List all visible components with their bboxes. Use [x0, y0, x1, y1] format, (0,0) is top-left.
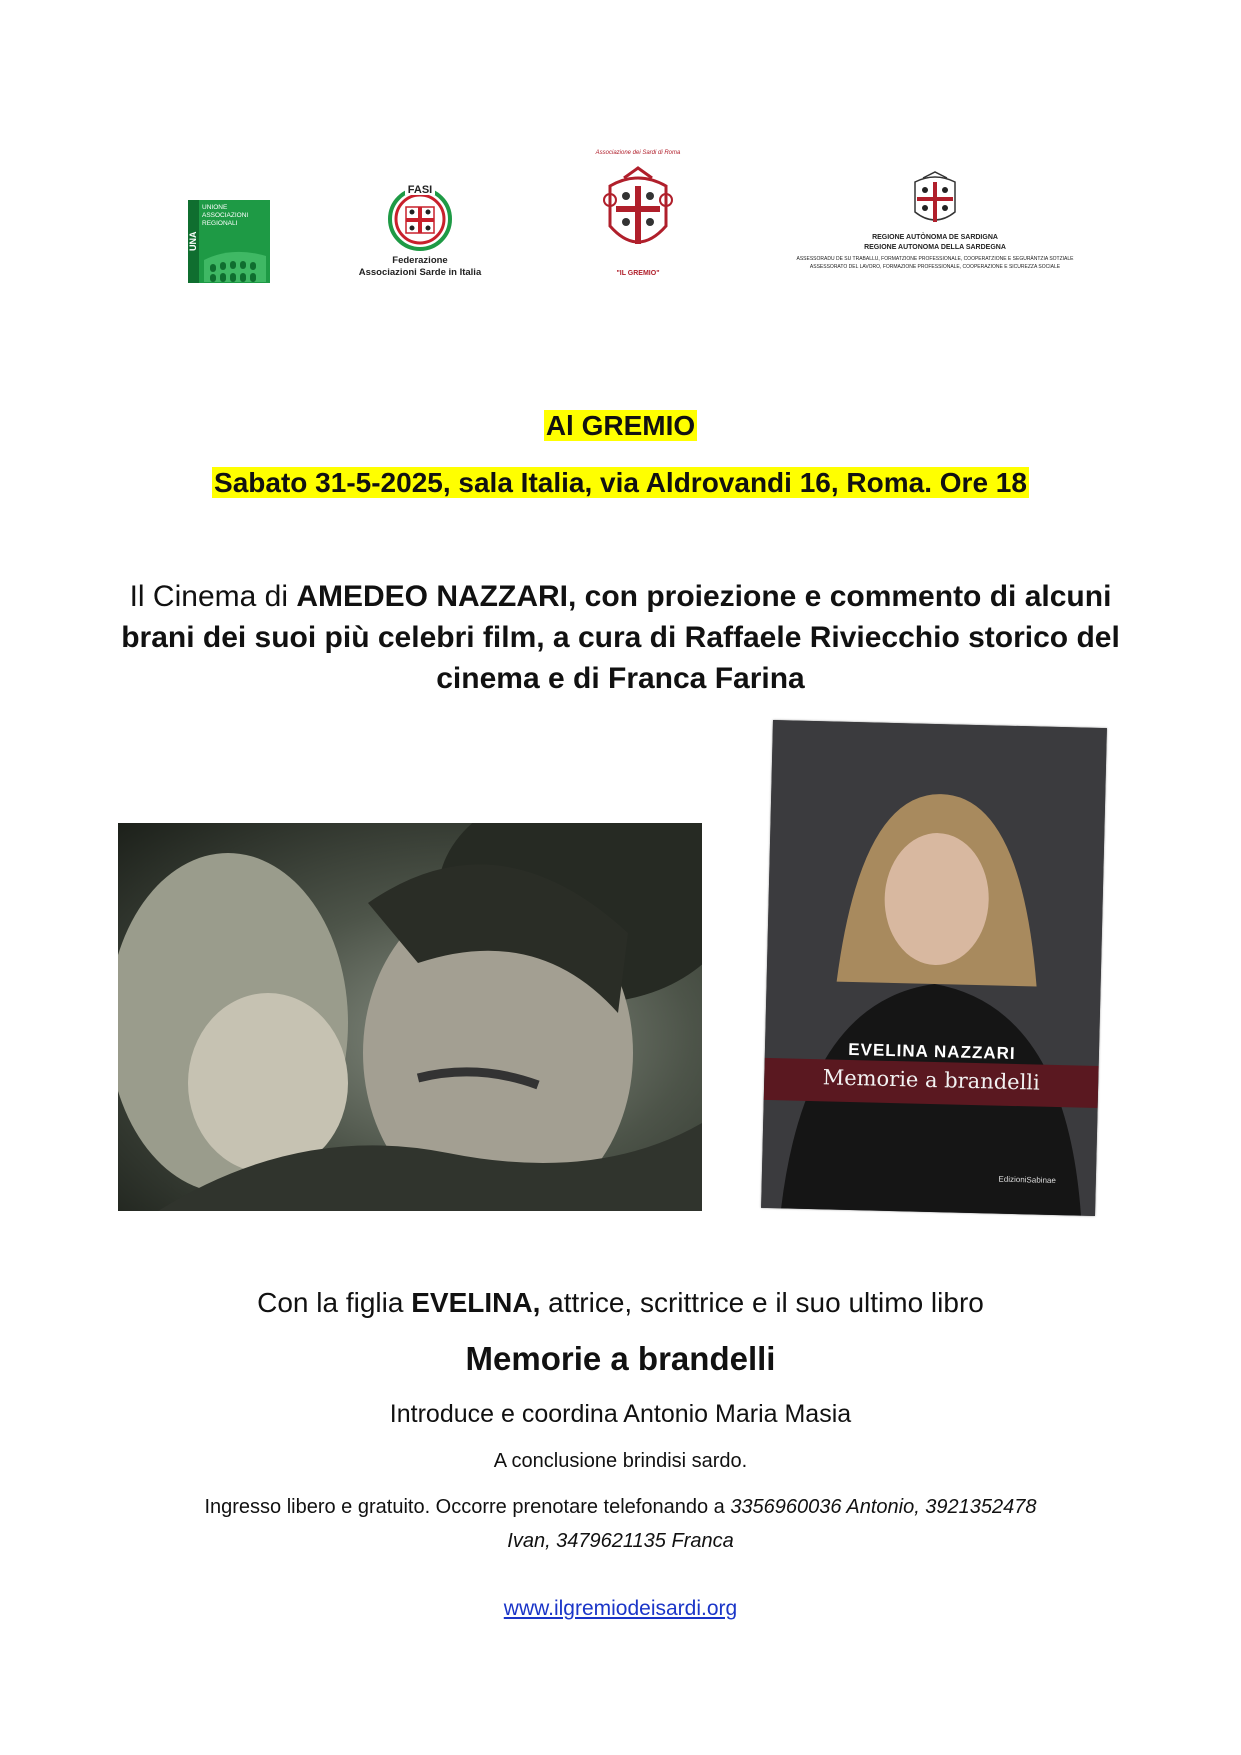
venue-label: Al GREMIO: [545, 410, 696, 441]
father-daughter-photo: [118, 823, 702, 1211]
fasi-caption-2: Associazioni Sarde in Italia: [358, 267, 482, 278]
ras-logo: [780, 170, 1090, 280]
fasi-logo: [355, 181, 485, 281]
date-line: Sabato 31-5-2025, sala Italia, via Aldrovandi 16, Roma. Ore 18: [214, 467, 1027, 498]
moderator-line: Introduce e coordina Antonio Maria Masia: [389, 1400, 852, 1428]
fasi-caption-1: Federazione: [392, 255, 448, 266]
ras-title-sardinian: REGIONE AUTÒNOMA DE SARDIGNA: [872, 234, 998, 241]
actor-photo: [118, 823, 702, 1211]
book-publisher: EdizioniSabinae: [998, 1174, 1056, 1186]
gremio-crest-icon: [596, 150, 680, 268]
fasi-acronym: FASI: [407, 184, 433, 196]
una-logo: [188, 200, 270, 283]
guest-line: Con la figlia EVELINA, attrice, scrittrice e il suo ultimo libro: [257, 1287, 984, 1318]
gremio-arc-text: Associazione dei Sardi di Roma: [595, 150, 681, 156]
date-heading: [0, 467, 1241, 499]
una-side-text: UNA: [188, 200, 199, 283]
venue-heading: [0, 410, 1241, 442]
book-title: Memorie a brandelli: [465, 1340, 776, 1377]
ras-title-italian: REGIONE AUTONOMA DELLA SARDEGNA: [864, 244, 1006, 251]
book-cover-title: Memorie a brandelli: [822, 1065, 1041, 1095]
book-author: EVELINA NAZZARI: [848, 1039, 1016, 1064]
sardinia-crest-icon: [780, 170, 1090, 232]
booking-contacts-1: 3356960036 Antonio, 3921352478: [730, 1496, 1037, 1518]
una-logo-text: UNIONE ASSOCIAZIONI REGIONALI: [202, 204, 249, 227]
closing-line: A conclusione brindisi sardo.: [493, 1450, 748, 1472]
booking-info: Ingresso libero e gratuito. Occorre prenotare telefonando a 3356960036 Antonio, 3921352478 Ivan, 3479621135 Franca: [204, 1496, 1037, 1552]
website-link[interactable]: www.ilgremiodeisardi.org: [503, 1597, 738, 1620]
gremio-logo: [596, 150, 680, 285]
gremio-caption: "IL GREMIO": [616, 270, 660, 277]
author-portrait: [761, 720, 1107, 1216]
website-row: [0, 1597, 1241, 1621]
ras-subtitle-sardinian: ASSESSORADU DE SU TRABALLU, FORMATZIONE PROFESSIONALE, COOPERATZIONE E SEGURÀNTZIA SOTZIALE: [796, 256, 1074, 262]
colosseum-icon: [202, 246, 268, 282]
booking-contacts-2: Ivan, 3479621135 Franca: [507, 1530, 734, 1552]
guest-name: EVELINA,: [411, 1287, 541, 1318]
intro-paragraph: Il Cinema di AMEDEO NAZZARI, con proiezione e commento di alcuni brani dei suoi più celebri film, a cura di Raffaele Riviecchio storico del cinema e di Franca Farina: [121, 580, 1120, 695]
book-cover: [761, 720, 1107, 1216]
ras-subtitle-italian: ASSESSORATO DEL LAVORO, FORMAZIONE PROFESSIONALE, COOPERAZIONE E SICUREZZA SOCIALE: [809, 264, 1061, 270]
actor-name: AMEDEO NAZZARI: [296, 580, 568, 613]
